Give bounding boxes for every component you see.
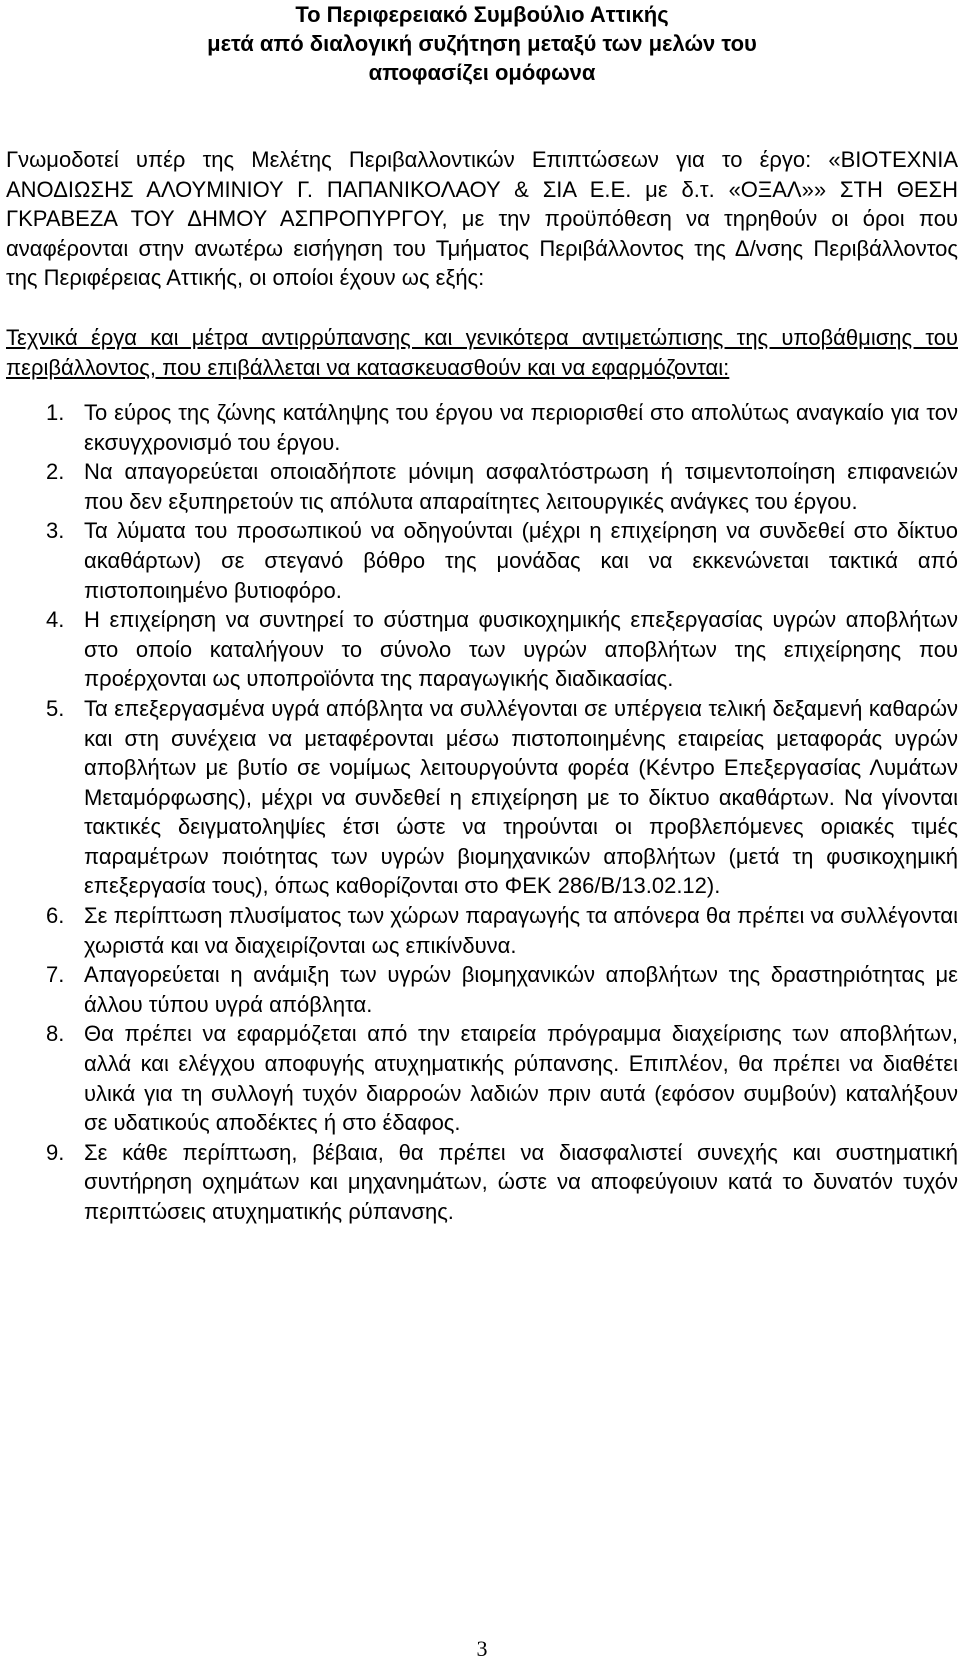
list-item: [6, 457, 958, 516]
list-item: [6, 516, 958, 605]
list-item-text: Τα επεξεργασμένα υγρά απόβλητα να συλλέγονται σε υπέργεια τελική δεξαμενή καθαρών και στη συνέχεια να μεταφέρονται μέσω πιστοποιημένης εταιρείας μεταφοράς υγρών αποβλήτων με βυτίο σε νομίμως λειτουργούντα φορέα (Κέντρο Επεξεργασίας Λυμάτων Μεταμόρφωσης), μέχρι να συνδεθεί η επιχείρηση με το δίκτυο ακαθάρτων. Να γίνονται τακτικές δειγματοληψίες έτσι ώστε να τηρούνται οι προβλεπόμενες οριακές τιμές παραμέτρων ποιότητας των υγρών βιομηχανικών αποβλήτων (μετά τη φυσικοχημική επεξεργασία τους), όπως καθορίζονται στο ΦΕΚ 286/Β/13.02.12).: [84, 695, 958, 899]
list-item-number: 9.: [46, 1139, 65, 1165]
list-item: [6, 605, 958, 694]
decision-title: [6, 0, 958, 87]
list-item: [6, 694, 958, 901]
list-item-number: 3.: [46, 518, 65, 544]
list-item-text: Σε περίπτωση πλυσίματος των χώρων παραγωγής τα απόνερα θα πρέπει να συλλέγονται χωριστά και να διαχειρίζονται ως επικίνδυνα.: [84, 903, 958, 958]
list-item-text: Να απαγορεύεται οποιαδήποτε μόνιμη ασφαλτόστρωση ή τσιμεντοποίηση επιφανειών που δεν εξυπηρετούν τις απόλυτα απαραίτητες λειτουργικές ανάγκες του έργου.: [84, 459, 958, 514]
page-number: 3: [476, 1636, 488, 1661]
list-item-number: 6.: [46, 903, 65, 929]
measures-subheading: Τεχνικά έργα και μέτρα αντιρρύπανσης και γενικότερα αντιμετώπισης της υποβάθμισης του περιβάλλοντος, που επιβάλλεται να κατασκευασθούν και να εφαρμόζονται:: [6, 324, 958, 380]
list-item-text: Απαγορεύεται η ανάμιξη των υγρών βιομηχανικών αποβλήτων της δραστηριότητας με άλλου τύπου υγρά απόβλητα.: [84, 962, 958, 1017]
intro-paragraph: Γνωμοδοτεί υπέρ της Μελέτης Περιβαλλοντικών Επιπτώσεων για το έργο: «ΒΙΟΤΕΧΝΙΑ ΑΝΟΔΙΩΣΗΣ ΑΛΟΥΜΙΝΙΟΥ Γ. ΠΑΠΑΝΙΚΟΛΑΟΥ & ΣΙΑ Ε.Ε. με δ.τ. «ΟΞΑΛ»» ΣΤΗ ΘΕΣΗ ΓΚΡΑΒΕΖΑ ΤΟΥ ΔΗΜΟΥ ΑΣΠΡΟΠΥΡΓΟΥ, με την προϋπόθεση να τηρηθούν οι όροι που αναφέρονται στην ανωτέρω εισήγηση του Τμήματος Περιβάλλοντος της Δ/νσης Περιβάλλοντος της Περιφέρειας Αττικής, οι οποίοι έχουν ως εξής:: [6, 147, 958, 291]
list-item-text: Σε κάθε περίπτωση, βέβαια, θα πρέπει να διασφαλιστεί συνεχής και συστηματική συντήρηση οχημάτων και μηχανημάτων, ώστε να αποφεύγοιυν κατά το δυνατόν τυχόν περιπτώσεις ατυχηματικής ρύπανσης.: [84, 1139, 958, 1224]
list-item-number: 1.: [46, 399, 65, 425]
title-line-2: μετά από διαλογική συζήτηση μεταξύ των μελών του: [207, 31, 757, 56]
list-item-text: Τα λύματα του προσωπικού να οδηγούνται (μέχρι η επιχείρηση να συνδεθεί στο δίκτυο ακαθάρτων) σε στεγανό βόθρο της μονάδας και να εκκενώνεται τακτικά από πιστοποιημένο βυτιοφόρο.: [84, 518, 958, 603]
list-item-number: 8.: [46, 1021, 65, 1047]
list-item: [6, 1019, 958, 1137]
list-item-text: Η επιχείρηση να συντηρεί το σύστημα φυσικοχημικής επεξεργασίας υγρών αποβλήτων στο οποίο καταλήγουν το σύνολο των υγρών αποβλήτων της επιχείρησης που προέρχονται ως υποπροϊόντα της παραγωγικής διαδικασίας.: [84, 607, 958, 692]
list-item-number: 5.: [46, 695, 65, 721]
list-item-text: Το εύρος της ζώνης κατάληψης του έργου να περιορισθεί στο απολύτως αναγκαίο για τον εκσυγχρονισμό του έργου.: [84, 399, 958, 455]
list-item-number: 4.: [46, 607, 65, 633]
list-item-number: 2.: [46, 459, 65, 485]
list-item: [6, 398, 958, 457]
list-item-number: 7.: [46, 962, 65, 988]
title-line-1: Το Περιφερειακό Συμβούλιο Αττικής: [295, 2, 669, 27]
terms-list: [6, 398, 958, 1227]
list-item: [6, 1138, 958, 1227]
list-item-text: Θα πρέπει να εφαρμόζεται από την εταιρεία πρόγραμμα διαχείρισης των αποβλήτων, αλλά και ελέγχου αποφυγής ατυχηματικής ρύπανσης. Επιπλέον, θα πρέπει να διαθέτει υλικά για τη συλλογή τυχόν διαρροών λαδιών πριν αυτά (εφόσον συμβούν) καταλήξουν σε υδατικούς αποδέκτες ή στο έδαφος.: [84, 1021, 958, 1136]
document-page: [6, 0, 958, 1666]
list-item: [6, 960, 958, 1019]
list-item: [6, 901, 958, 960]
title-line-3: αποφασίζει ομόφωνα: [368, 60, 596, 85]
